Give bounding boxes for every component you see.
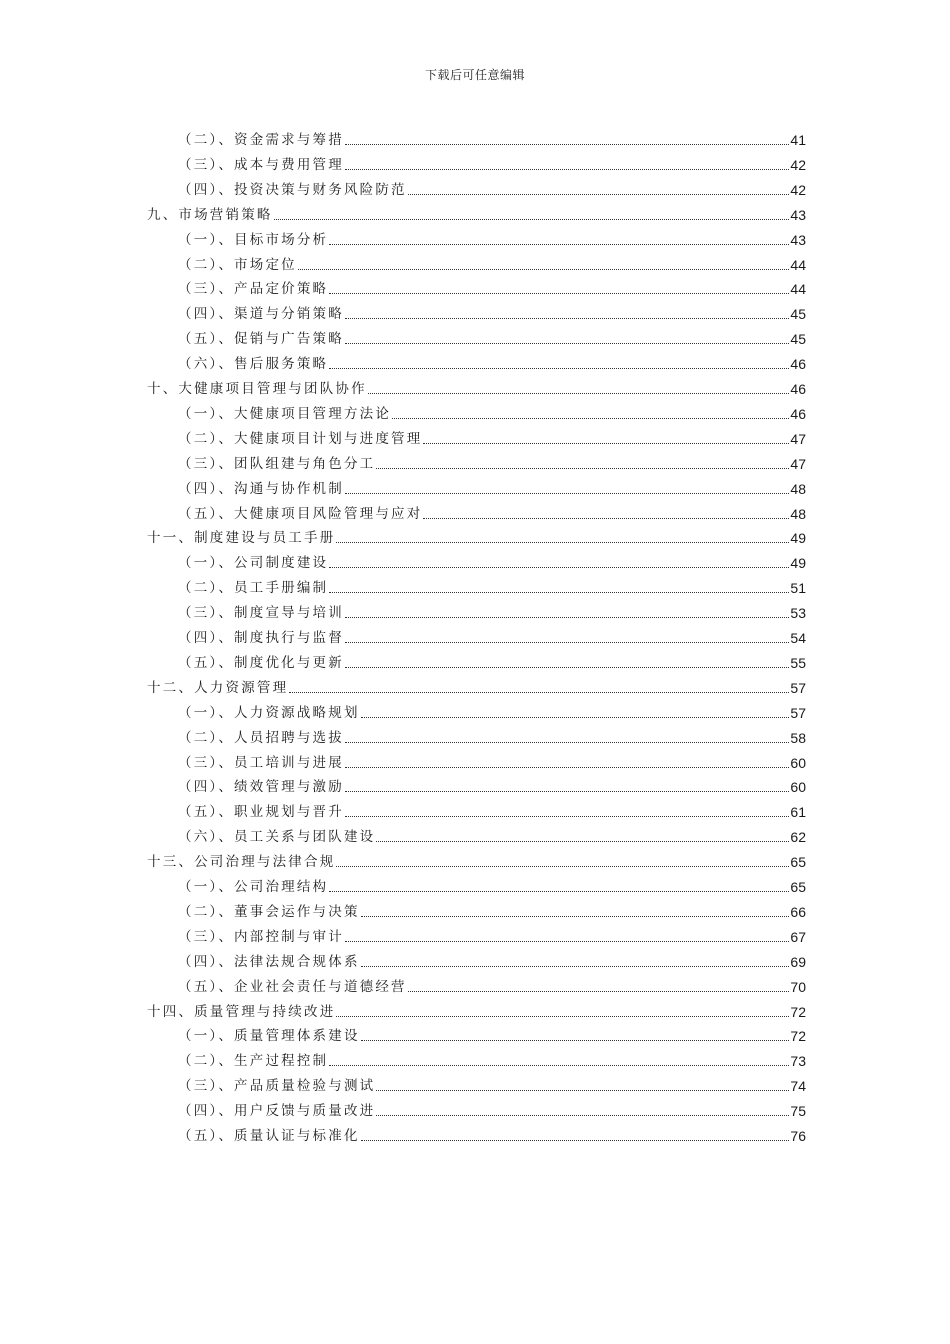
toc-dot-leader — [336, 1015, 789, 1017]
toc-section-entry[interactable] — [178, 1022, 806, 1046]
toc-page-number: 74 — [790, 1078, 806, 1095]
toc-dot-leader — [329, 243, 789, 245]
toc-section-entry[interactable] — [178, 275, 806, 299]
toc-section-entry[interactable] — [178, 798, 806, 822]
toc-page-number: 41 — [790, 132, 806, 148]
toc-entry-title: 十一、制度建设与员工手册 — [147, 530, 336, 547]
toc-entry-title: （一）、人力资源战略规划 — [178, 704, 360, 721]
toc-page-number: 42 — [790, 156, 806, 173]
toc-section-entry[interactable] — [178, 923, 806, 947]
toc-page-number: 67 — [790, 928, 806, 945]
toc-page-number: 58 — [790, 729, 806, 746]
toc-page-number: 57 — [790, 679, 806, 696]
toc-page-number: 73 — [790, 1053, 806, 1070]
toc-page-number: 62 — [790, 829, 806, 846]
toc-dot-leader — [376, 840, 789, 842]
toc-dot-leader — [345, 790, 789, 792]
toc-entry-title: （四）、投资决策与财务风险防范 — [178, 181, 407, 198]
toc-entry-title: （四）、绩效管理与激励 — [178, 779, 344, 796]
toc-section-entry[interactable] — [178, 425, 806, 449]
toc-section-entry[interactable] — [178, 773, 806, 797]
toc-entry-title: （一）、公司治理结构 — [178, 879, 329, 895]
toc-page-number: 47 — [790, 430, 806, 447]
toc-page-number: 69 — [790, 953, 806, 970]
toc-section-entry[interactable] — [178, 1047, 806, 1071]
toc-dot-leader — [345, 616, 789, 618]
toc-dot-leader — [345, 741, 789, 743]
toc-page-number: 43 — [790, 231, 806, 248]
toc-entry-title: （二）、市场定位 — [178, 256, 297, 273]
toc-page-number: 60 — [790, 779, 806, 796]
toc-entry-title: （五）、促销与广告策略 — [178, 331, 344, 348]
toc-entry-title: （四）、用户反馈与质量改进 — [178, 1103, 376, 1120]
toc-dot-leader — [345, 342, 789, 344]
toc-entry-title: （六）、员工关系与团队建设 — [178, 829, 376, 846]
toc-dot-leader — [329, 591, 789, 593]
toc-entry-title: （二）、大健康项目计划与进度管理 — [178, 430, 423, 447]
toc-dot-leader — [423, 517, 789, 519]
toc-chapter-entry[interactable] — [147, 998, 806, 1022]
toc-dot-leader — [289, 691, 789, 693]
toc-dot-leader — [329, 292, 789, 294]
toc-page-number: 54 — [790, 630, 806, 646]
toc-entry-title: （二）、人员招聘与选拔 — [178, 729, 344, 746]
toc-page-number: 65 — [790, 879, 806, 895]
toc-entry-title: （一）、目标市场分析 — [178, 231, 329, 248]
toc-dot-leader — [376, 1089, 789, 1091]
toc-page-number: 55 — [790, 654, 806, 671]
toc-dot-leader — [368, 392, 790, 394]
toc-section-entry[interactable] — [178, 624, 806, 648]
toc-section-entry[interactable] — [178, 500, 806, 524]
toc-section-entry[interactable] — [178, 325, 806, 349]
toc-section-entry[interactable] — [178, 176, 806, 200]
toc-entry-title: 十二、人力资源管理 — [147, 679, 289, 696]
toc-entry-title: （三）、团队组建与角色分工 — [178, 455, 376, 472]
toc-section-entry[interactable] — [178, 549, 806, 573]
toc-dot-leader — [361, 716, 790, 718]
toc-dot-leader — [361, 1139, 790, 1141]
toc-section-entry[interactable] — [178, 823, 806, 847]
toc-entry-title: （三）、产品质量检验与测试 — [178, 1078, 376, 1095]
toc-entry-title: （三）、成本与费用管理 — [178, 156, 344, 173]
toc-entry-title: （五）、职业规划与晋升 — [178, 804, 344, 821]
toc-section-entry[interactable] — [178, 599, 806, 623]
toc-entry-title: 十四、质量管理与持续改进 — [147, 1003, 336, 1020]
toc-page-number: 70 — [790, 978, 806, 995]
toc-dot-leader — [329, 566, 789, 568]
toc-dot-leader — [329, 890, 789, 892]
toc-entry-title: （三）、员工培训与进展 — [178, 754, 344, 771]
toc-section-entry[interactable] — [178, 126, 806, 150]
toc-dot-leader — [329, 367, 789, 369]
toc-entry-title: （五）、质量认证与标准化 — [178, 1128, 360, 1144]
toc-entry-title: （二）、员工手册编制 — [178, 580, 329, 597]
toc-page-number: 60 — [790, 754, 806, 771]
toc-entry-title: （二）、生产过程控制 — [178, 1053, 329, 1070]
toc-dot-leader — [345, 641, 789, 643]
page-header: 下载后可任意编辑 — [424, 68, 525, 82]
toc-page-number: 48 — [790, 480, 806, 497]
toc-section-entry[interactable] — [178, 649, 806, 673]
toc-entry-title: （四）、沟通与协作机制 — [178, 480, 344, 497]
toc-section-entry[interactable] — [178, 948, 806, 972]
toc-page-number: 65 — [790, 854, 806, 871]
toc-entry-title: （四）、渠道与分销策略 — [178, 306, 344, 323]
toc-section-entry[interactable] — [178, 400, 806, 424]
toc-section-entry[interactable] — [178, 251, 806, 275]
toc-entry-title: 十、大健康项目管理与团队协作 — [147, 381, 367, 397]
toc-dot-leader — [376, 1114, 789, 1116]
toc-section-entry[interactable] — [178, 450, 806, 474]
toc-dot-leader — [408, 193, 790, 195]
toc-dot-leader — [345, 168, 789, 170]
toc-entry-title: 九、市场营销策略 — [147, 206, 273, 223]
toc-entry-title: （二）、董事会运作与决策 — [178, 903, 360, 920]
toc-page-number: 51 — [790, 580, 806, 597]
toc-dot-leader — [361, 965, 790, 967]
toc-section-entry[interactable] — [178, 350, 806, 374]
toc-page-number: 66 — [790, 903, 806, 920]
toc-section-entry[interactable] — [178, 1072, 806, 1096]
toc-entry-title: （二）、资金需求与筹措 — [178, 132, 344, 148]
toc-dot-leader — [361, 1039, 790, 1041]
toc-entry-title: （一）、大健康项目管理方法论 — [178, 405, 392, 422]
toc-dot-leader — [329, 1064, 789, 1066]
toc-dot-leader — [392, 417, 789, 419]
toc-entry-title: （三）、内部控制与审计 — [178, 928, 344, 945]
toc-dot-leader — [376, 467, 789, 469]
toc-section-entry[interactable] — [178, 574, 806, 598]
toc-chapter-entry[interactable] — [147, 674, 806, 698]
toc-entry-title: （五）、企业社会责任与道德经营 — [178, 978, 407, 995]
toc-entry-title: （五）、大健康项目风险管理与应对 — [178, 505, 423, 522]
toc-entry-title: （四）、法律法规合规体系 — [178, 953, 360, 970]
toc-dot-leader — [274, 218, 790, 220]
toc-entry-title: （三）、制度宣导与培训 — [178, 605, 344, 622]
toc-dot-leader — [336, 865, 789, 867]
toc-dot-leader — [423, 442, 789, 444]
toc-dot-leader — [345, 815, 789, 817]
toc-section-entry[interactable] — [178, 724, 806, 748]
toc-page-number: 43 — [790, 206, 806, 223]
toc-chapter-entry[interactable] — [147, 524, 806, 548]
toc-page-number: 45 — [790, 306, 806, 323]
toc-section-entry[interactable] — [178, 151, 806, 175]
toc-entry-title: （一）、质量管理体系建设 — [178, 1028, 360, 1045]
toc-section-entry[interactable] — [178, 699, 806, 723]
toc-entry-title: （三）、产品定价策略 — [178, 281, 329, 298]
toc-section-entry[interactable] — [178, 873, 806, 897]
toc-page-number: 75 — [790, 1103, 806, 1120]
toc-section-entry[interactable] — [178, 475, 806, 499]
toc-section-entry[interactable] — [178, 226, 806, 250]
toc-page-number: 57 — [790, 704, 806, 721]
toc-page-number: 76 — [790, 1128, 806, 1144]
toc-page-number: 61 — [790, 804, 806, 821]
toc-section-entry[interactable] — [178, 300, 806, 324]
toc-page-number: 49 — [790, 555, 806, 572]
toc-page-number: 53 — [790, 605, 806, 622]
toc-section-entry[interactable] — [178, 1122, 806, 1146]
toc-page-number: 72 — [790, 1028, 806, 1045]
toc-page-number: 47 — [790, 455, 806, 472]
toc-entry-title: （一）、公司制度建设 — [178, 555, 329, 572]
toc-dot-leader — [345, 766, 789, 768]
toc-dot-leader — [408, 990, 790, 992]
toc-dot-leader — [298, 268, 790, 270]
toc-page-number: 48 — [790, 505, 806, 522]
toc-page-number: 42 — [790, 181, 806, 198]
toc-entry-title: 十三、公司治理与法律合规 — [147, 854, 336, 871]
toc-dot-leader — [336, 541, 789, 543]
toc-page-number: 72 — [790, 1003, 806, 1020]
toc-dot-leader — [345, 666, 789, 668]
toc-dot-leader — [345, 143, 789, 145]
toc-dot-leader — [345, 940, 789, 942]
toc-dot-leader — [345, 317, 789, 319]
toc-section-entry[interactable] — [178, 973, 806, 997]
toc-entry-title: （六）、售后服务策略 — [178, 356, 329, 373]
toc-section-entry[interactable] — [178, 1097, 806, 1121]
toc-page-number: 49 — [790, 530, 806, 547]
toc-chapter-entry[interactable] — [147, 375, 806, 399]
toc-dot-leader — [345, 492, 789, 494]
toc-page-number: 45 — [790, 331, 806, 348]
toc-dot-leader — [361, 915, 790, 917]
toc-page-number: 44 — [790, 281, 806, 298]
toc-chapter-entry[interactable] — [147, 201, 806, 225]
toc-page-number: 46 — [790, 356, 806, 373]
toc-entry-title: （五）、制度优化与更新 — [178, 654, 344, 671]
toc-entry-title: （四）、制度执行与监督 — [178, 630, 344, 646]
toc-section-entry[interactable] — [178, 749, 806, 773]
toc-page-number: 44 — [790, 256, 806, 273]
toc-section-entry[interactable] — [178, 898, 806, 922]
toc-page-number: 46 — [790, 381, 806, 397]
toc-page-number: 46 — [790, 405, 806, 422]
toc-chapter-entry[interactable] — [147, 848, 806, 872]
